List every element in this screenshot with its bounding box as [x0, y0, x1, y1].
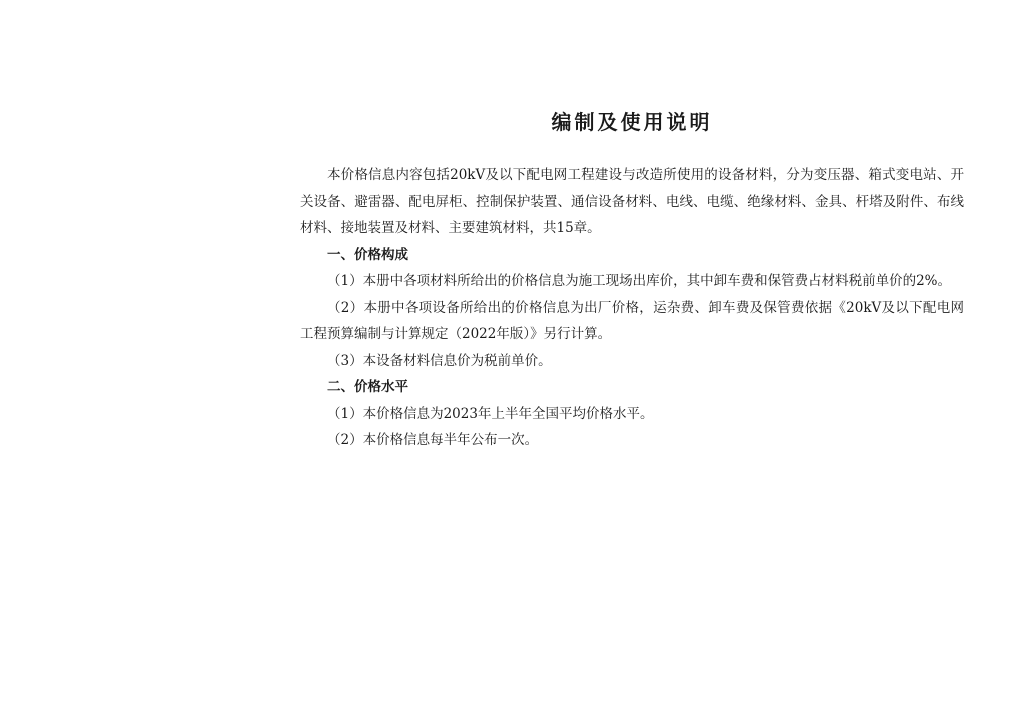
section-heading-price-composition: 一、价格构成	[327, 246, 408, 263]
section-item: （2）本价格信息每半年公布一次。	[327, 432, 539, 448]
section-item: （2）本册中各项设备所给出的价格信息为出厂价格，运杂费、卸车费及保管费依据《20kV及以下配电网工程预算编制与计算规定（2022年版）》另行计算。	[300, 299, 964, 342]
intro-paragraph: 本价格信息内容包括20kV及以下配电网工程建设与改造所使用的设备材料，分为变压器、箱式变电站、开关设备、避雷器、配电屏柜、控制保护装置、通信设备材料、电线、电缆、绝缘材料、金具、杆塔及附件、布线材料、接地装置及材料、主要建筑材料，共15章。	[300, 167, 964, 236]
section-heading-price-level: 二、价格水平	[327, 379, 408, 395]
section-item: （1）本册中各项材料所给出的价格信息为施工现场出库价，其中卸车费和保管费占材料税前单价的2%。	[327, 273, 952, 289]
page-title: 编制及使用说明	[551, 110, 713, 134]
document-body	[300, 162, 964, 454]
section-item: （3）本设备材料信息价为税前单价。	[327, 352, 552, 369]
section-item: （1）本价格信息为2023年上半年全国平均价格水平。	[327, 405, 654, 422]
